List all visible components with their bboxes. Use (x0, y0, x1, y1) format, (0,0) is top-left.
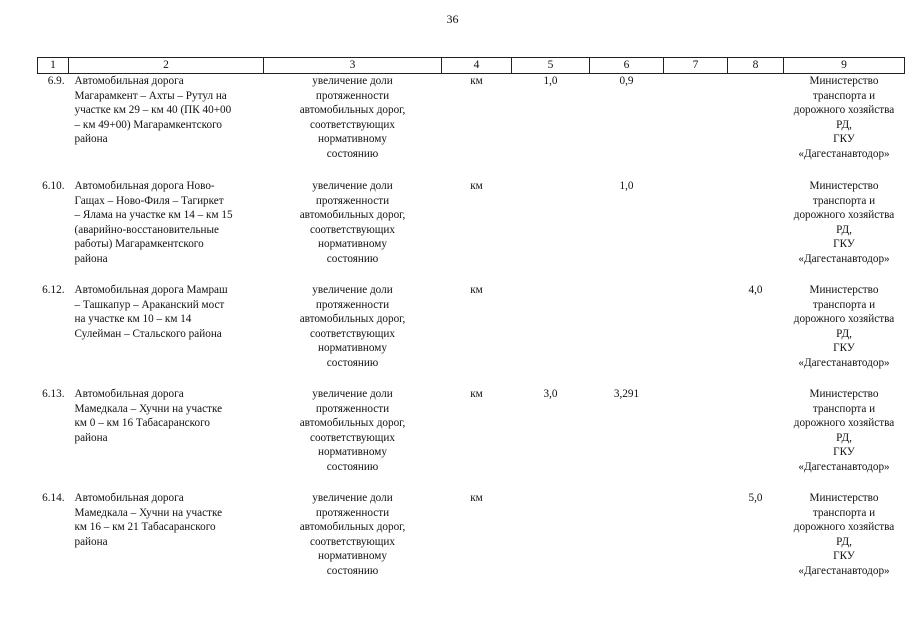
row-number: 6.14. (42, 492, 65, 504)
column-header: 3 (264, 58, 442, 74)
indicator-text: увеличение доли протяженности автомобильных дорог, соответствующих нормативному состоянию (299, 388, 406, 473)
table-row (38, 74, 905, 180)
value-col6 (590, 283, 664, 387)
value-col8 (728, 387, 784, 491)
indicator-text: увеличение доли протяженности автомобильных дорог, соответствующих нормативному состоянию (299, 75, 406, 160)
value-col8: 4,0 (748, 284, 763, 296)
road-name: Автомобильная дорога Ново- Гащах – Ново-Филя – Тагиркет – Ялама на участке км 14 – км 15 (аварийно-восстановительные работы) Магарамкентского района (74, 180, 233, 265)
row-number: 6.13. (42, 388, 65, 400)
value-col8: 5,0 (748, 492, 763, 504)
road-name: Автомобильная дорога Мамраш – Ташкапур – Араканский мост на участке км 10 – км 14 Сулейман – Стальского района (74, 284, 228, 340)
value-col7 (664, 179, 728, 283)
responsible-org: Министерство транспорта и дорожного хозяйства РД, ГКУ «Дагестанавтодор» (793, 180, 895, 265)
value-col5: 3,0 (543, 388, 558, 400)
road-name: Автомобильная дорога Магарамкент – Ахты – Рутул на участке км 29 – км 40 (ПК 40+00 – км 49+00) Магарамкентского района (74, 75, 232, 146)
value-col7 (664, 283, 728, 387)
value-col5 (512, 491, 590, 595)
value-col5 (512, 283, 590, 387)
unit-cell: км (470, 388, 483, 400)
responsible-org: Министерство транспорта и дорожного хозяйства РД, ГКУ «Дагестанавтодор» (793, 284, 895, 369)
unit-cell: км (470, 492, 483, 504)
table-row (38, 179, 905, 283)
value-col6 (590, 491, 664, 595)
row-number: 6.9. (47, 75, 65, 87)
value-col5 (512, 179, 590, 283)
value-col6: 1,0 (619, 180, 634, 192)
responsible-org: Министерство транспорта и дорожного хозяйства РД, ГКУ «Дагестанавтодор» (793, 492, 895, 577)
indicator-text: увеличение доли протяженности автомобильных дорог, соответствующих нормативному состоянию (299, 284, 406, 369)
page-number: 36 (446, 12, 459, 26)
table-row (38, 387, 905, 491)
column-number-header-row (38, 58, 905, 74)
value-col6: 0,9 (619, 75, 634, 87)
column-header: 4 (442, 58, 512, 74)
row-number: 6.10. (42, 180, 65, 192)
value-col7 (664, 74, 728, 180)
column-header: 6 (590, 58, 664, 74)
column-header: 1 (38, 58, 69, 74)
indicator-text: увеличение доли протяженности автомобильных дорог, соответствующих нормативному состоянию (299, 492, 406, 577)
road-name: Автомобильная дорога Мамедкала – Хучни на участке км 16 – км 21 Табасаранского района (74, 492, 223, 548)
value-col7 (664, 491, 728, 595)
column-header: 5 (512, 58, 590, 74)
column-header: 7 (664, 58, 728, 74)
table-row (38, 283, 905, 387)
value-col8 (728, 179, 784, 283)
program-table (37, 57, 905, 595)
responsible-org: Министерство транспорта и дорожного хозяйства РД, ГКУ «Дагестанавтодор» (793, 388, 895, 473)
unit-cell: км (470, 75, 483, 87)
value-col6: 3,291 (613, 388, 640, 400)
row-number: 6.12. (42, 284, 65, 296)
unit-cell: км (470, 284, 483, 296)
value-col7 (664, 387, 728, 491)
column-header: 8 (728, 58, 784, 74)
value-col5: 1,0 (543, 75, 558, 87)
column-header: 2 (69, 58, 264, 74)
column-header: 9 (784, 58, 905, 74)
value-col8 (728, 74, 784, 180)
unit-cell: км (470, 180, 483, 192)
indicator-text: увеличение доли протяженности автомобильных дорог, соответствующих нормативному состоянию (299, 180, 406, 265)
responsible-org: Министерство транспорта и дорожного хозяйства РД, ГКУ «Дагестанавтодор» (793, 75, 895, 160)
road-name: Автомобильная дорога Мамедкала – Хучни на участке км 0 – км 16 Табасаранского района (74, 388, 223, 444)
table-row (38, 491, 905, 595)
